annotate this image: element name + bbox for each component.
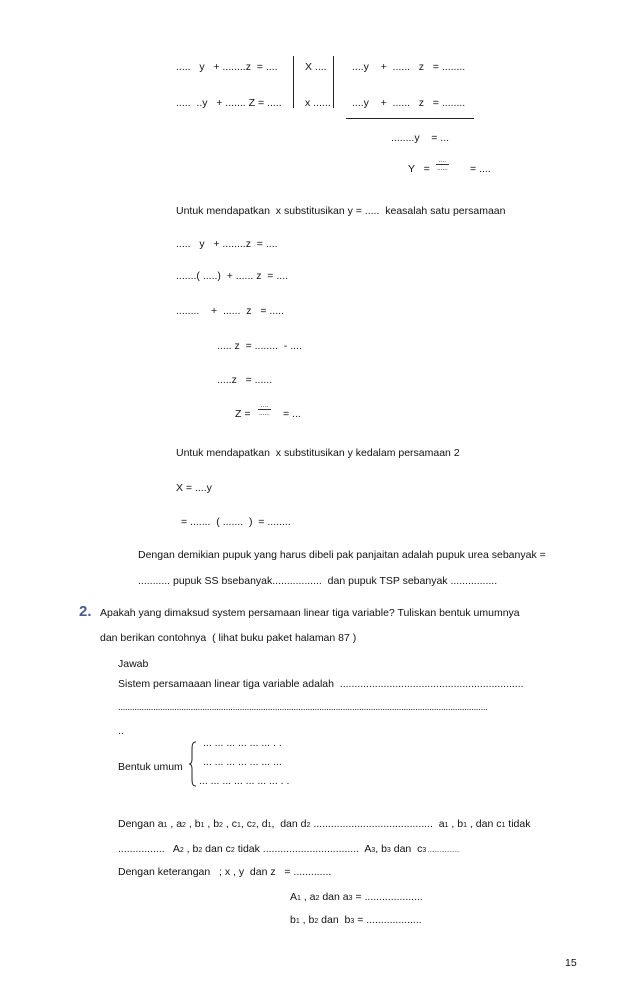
- sub2-line1: X = ....y: [176, 482, 212, 494]
- question-2-line1: Apakah yang dimaksud system persamaan linear tiga variable? Tuliskan bentuk umumnya: [100, 607, 520, 619]
- elim-eq2-right: ....y + ...... z = ........: [352, 97, 466, 109]
- sub1-line2: .......( .....) + ...... z = ....: [176, 270, 289, 282]
- sub1-line3: ........ + ...... z = .....: [176, 305, 284, 317]
- z-fraction-num: ....: [258, 402, 271, 410]
- page-number: 15: [565, 957, 577, 969]
- general-form-eq2: ... ... ... ... ... ... ...: [203, 756, 282, 768]
- z-value-label: Z =: [235, 408, 251, 420]
- elim-eq2-mult: x ......: [305, 97, 331, 109]
- question-2-line2: dan berikan contohnya ( lihat buku paket halaman 87 ): [100, 632, 357, 644]
- y-value-label: Y =: [408, 163, 430, 175]
- elim-eq1-right: ....y + ...... z = ........: [352, 61, 466, 73]
- coefficient-line5: b1 , b2 dan b3 = ...................: [290, 914, 422, 926]
- coefficient-line3: Dengan keterangan ; x , y dan z = .............: [118, 866, 332, 878]
- z-fraction-den: ......: [259, 410, 270, 417]
- conclusion-line2: ........... pupuk SS bsebanyak................. dan pupuk TSP sebanyak ................: [138, 575, 498, 587]
- z-value-result: = ...: [283, 408, 301, 420]
- y-fraction: [436, 157, 449, 172]
- sub1-line5: .....z = ......: [217, 374, 273, 386]
- sub1-line4: ..... z = ........ - ....: [217, 340, 302, 352]
- coefficient-line4: A1 , a2 dan a3 = ....................: [290, 891, 423, 903]
- y-fraction-den: ......: [437, 165, 448, 172]
- definition-dots-end: ..: [118, 725, 124, 737]
- sub2-line2: = ....... ( ....... ) = ........: [181, 516, 291, 528]
- sub1-heading: Untuk mendapatkan x substitusikan y = ..... keasalah satu persamaan: [176, 205, 506, 217]
- sub1-line1: ..... y + ........z = ....: [176, 238, 278, 250]
- question-2-number: 2.: [79, 603, 92, 620]
- left-brace-icon: [188, 741, 198, 787]
- coefficient-line1: Dengan a1 , a2 , b1 , b2 , c1, c2, d1, dan d2 ......................................... a1 , b1 , dan c1 tidak: [118, 818, 531, 830]
- general-form-eq3: ... ... ... ... ... ... ... . .: [199, 775, 290, 787]
- elim-eq1-left: ..... y + ........z = ....: [176, 61, 278, 73]
- matrix-bar-right: [333, 56, 334, 108]
- general-form-label: Bentuk umum: [118, 761, 183, 773]
- general-form-eq1: ... ... ... ... ... ... . .: [203, 737, 282, 749]
- z-fraction: [258, 402, 271, 417]
- definition-line: Sistem persamaaan linear tiga variable adalah ...............................................................: [118, 678, 524, 690]
- coefficient-line2: ................ A2 , b2 dan c2 tidak ................................. A3, b3 dan c3 ...................: [118, 843, 460, 855]
- sub2-heading: Untuk mendapatkan x substitusikan y kedalam persamaan 2: [176, 447, 460, 459]
- y-fraction-num: ....: [436, 157, 449, 165]
- subtraction-line: [346, 118, 474, 119]
- y-value-result: = ....: [470, 163, 491, 175]
- elim-result: ........y = ...: [391, 132, 450, 144]
- elim-eq2-left: ..... ..y + ....... Z = .....: [176, 97, 282, 109]
- conclusion-line1: Dengan demikian pupuk yang harus dibeli pak panjaitan adalah pupuk urea sebanyak =: [138, 549, 546, 561]
- matrix-bar-left: [293, 56, 294, 108]
- definition-dots: ..............................................................................................................................................................: [118, 702, 488, 713]
- elim-eq1-mult: X ....: [305, 61, 327, 73]
- answer-label: Jawab: [118, 658, 149, 670]
